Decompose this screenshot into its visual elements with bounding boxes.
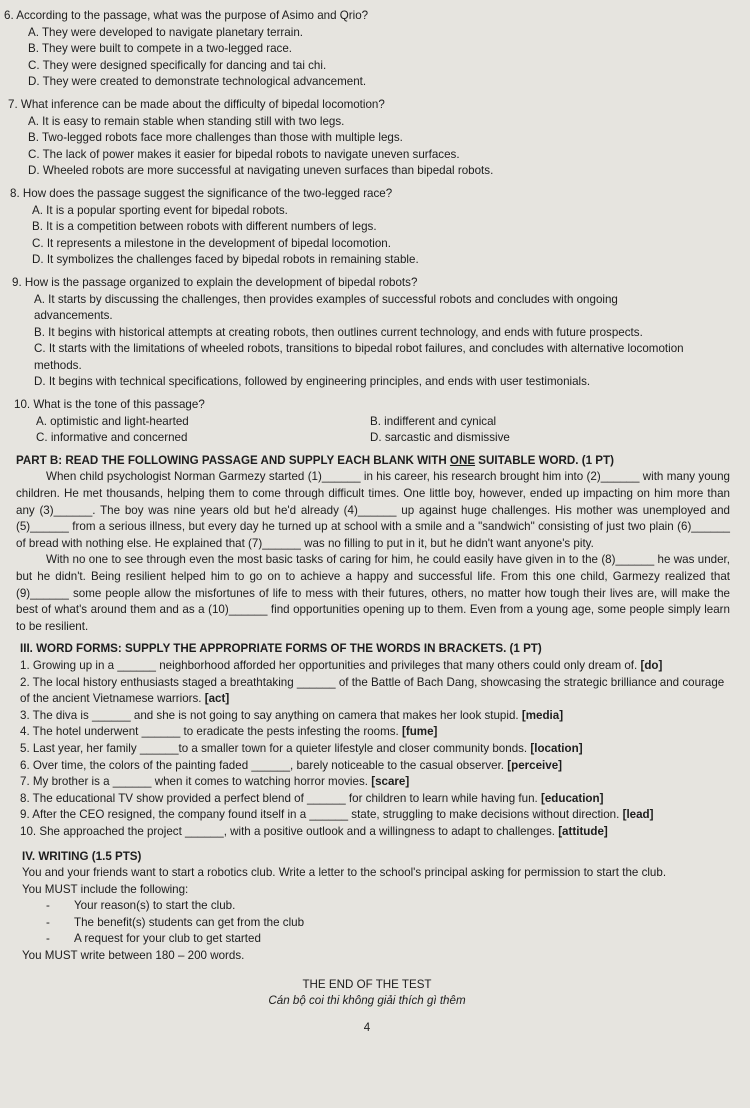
question-9 bbox=[4, 275, 730, 391]
question-8 bbox=[4, 186, 730, 269]
option-b: B. They were built to compete in a two-legged race. bbox=[28, 42, 293, 56]
writing-requirements: You MUST include the following: bbox=[22, 882, 189, 896]
question-stem: 8. How does the passage suggest the significance of the two-legged race? bbox=[10, 186, 393, 200]
word-form-item: 2. The local history enthusiasts staged a breathtaking ______ of the Battle of Bach Dang, showcasing the strategic brilliance and courage of the ancient Vietnamese warriors. [act] bbox=[20, 675, 725, 706]
word-form-item: 4. The hotel underwent ______ to eradicate the pests infesting the rooms. [fume] bbox=[20, 725, 438, 739]
question-stem: 10. What is the tone of this passage? bbox=[14, 398, 205, 412]
option-d: D. sarcastic and dismissive bbox=[370, 431, 510, 445]
word-form-hint: [education] bbox=[540, 791, 604, 805]
word-form-item: 8. The educational TV show provided a perfect blend of ______ for children to learn while having fun. [education] bbox=[20, 791, 604, 805]
option-a: A. It is a popular sporting event for bipedal robots. bbox=[32, 203, 288, 217]
option-c: C. The lack of power makes it easier for bipedal robots to navigate uneven surfaces. bbox=[28, 147, 460, 161]
word-form-item: 9. After the CEO resigned, the company found itself in a ______ state, struggling to make decisions without direction. [lead] bbox=[20, 808, 654, 822]
writing-bullet: - The benefit(s) students can get from the club bbox=[46, 915, 305, 929]
option-a: A. It is easy to remain stable when standing still with two legs. bbox=[28, 114, 345, 128]
question-stem: 7. What inference can be made about the difficulty of bipedal locomotion? bbox=[8, 97, 385, 111]
word-form-hint: [location] bbox=[530, 741, 583, 755]
word-form-hint: [lead] bbox=[622, 808, 654, 822]
word-forms-section bbox=[4, 641, 730, 658]
word-form-hint: [act] bbox=[204, 692, 230, 706]
option-a: A. They were developed to navigate planetary terrain. bbox=[28, 25, 303, 39]
question-10 bbox=[4, 397, 730, 447]
option-d: D. It begins with technical specifications, followed by engineering principles, and ends with user testimonials. bbox=[34, 375, 591, 389]
part-b-heading-pre: PART B: READ THE FOLLOWING PASSAGE AND SUPPLY EACH BLANK WITH bbox=[16, 453, 450, 467]
word-form-hint: [attitude] bbox=[558, 824, 608, 838]
question-stem: 6. According to the passage, what was the purpose of Asimo and Qrio? bbox=[4, 9, 369, 22]
option-a: A. optimistic and light-hearted bbox=[36, 414, 189, 428]
paragraph-text: When child psychologist Norman Garmezy started (1)______ in his career, his research brought him into (2)______ with many young children. He met thousands, helping them to come through difficult times. One little boy, however, ended up impacting on him more than any (3)______. The boy was nine years old but he'd already (4)______ up against huge challenges. His mother was unemployed and (5)______ from a serious illness, but every day he turned up at school with a smile and a "sandwich" consisting of just two plain (6)______ of bread with nothing else. He explained that (7)______ was no filling to put in it, but he didn't want anyone's pity. bbox=[16, 470, 730, 550]
word-form-item: 3. The diva is ______ and she is not going to say anything on camera that makes her look stupid. [media] bbox=[20, 708, 564, 722]
writing-bullet: - Your reason(s) to start the club. bbox=[46, 899, 236, 913]
word-count-requirement: You MUST write between 180 – 200 words. bbox=[22, 949, 245, 963]
word-forms-heading: III. WORD FORMS: SUPPLY THE APPROPRIATE FORMS OF THE WORDS IN BRACKETS. (1 PT) bbox=[20, 642, 542, 656]
part-b-heading-one: ONE bbox=[449, 453, 476, 467]
writing-section bbox=[4, 849, 730, 965]
option-b: B. It is a competition between robots with different numbers of legs. bbox=[32, 220, 377, 234]
writing-heading: IV. WRITING (1.5 PTS) bbox=[22, 849, 142, 863]
option-c: C. They were designed specifically for dancing and tai chi. bbox=[28, 58, 327, 72]
option-b: B. It begins with historical attempts at creating robots, then outlines current technology, and ends with future prospects. bbox=[34, 325, 643, 339]
proctor-note: Cán bộ coi thi không giải thích gì thêm bbox=[268, 994, 466, 1008]
word-form-item: 1. Growing up in a ______ neighborhood afforded her opportunities and privileges that many others could only dream of. [do] bbox=[20, 658, 663, 672]
word-form-item: 6. Over time, the colors of the painting faded ______, barely noticeable to the casual observer. [perceive] bbox=[20, 758, 563, 772]
question-7 bbox=[4, 97, 730, 180]
option-c: C. It represents a milestone in the development of bipedal locomotion. bbox=[32, 236, 391, 250]
option-d: D. Wheeled robots are more successful at navigating uneven surfaces than bipedal robots. bbox=[28, 164, 494, 178]
part-b-paragraph-2 bbox=[4, 552, 730, 635]
writing-bullet: - A request for your club to get started bbox=[46, 932, 261, 946]
word-form-hint: [perceive] bbox=[507, 758, 563, 772]
word-form-hint: [do] bbox=[640, 658, 663, 672]
part-b bbox=[4, 453, 730, 636]
word-form-hint: [scare] bbox=[371, 775, 410, 789]
word-form-item: 5. Last year, her family ______to a smaller town for a quieter lifestyle and closer community bonds. [location] bbox=[20, 741, 583, 755]
writing-prompt: You and your friends want to start a robotics club. Write a letter to the school's principal asking for permission to start the club. bbox=[22, 866, 667, 880]
end-of-test: THE END OF THE TEST bbox=[302, 977, 432, 991]
word-form-hint: [media] bbox=[521, 708, 564, 722]
option-b: B. indifferent and cynical bbox=[370, 414, 497, 428]
word-forms-list bbox=[4, 658, 730, 841]
word-form-item: 7. My brother is a ______ when it comes to watching horror movies. [scare] bbox=[20, 775, 410, 789]
option-c: C. It starts with the limitations of wheeled robots, transitions to bipedal robot failures, and concludes with alternative locomotion methods. bbox=[34, 342, 684, 372]
question-stem: 9. How is the passage organized to explain the development of bipedal robots? bbox=[12, 275, 418, 289]
word-form-item: 10. She approached the project ______, with a positive outlook and a willingness to adapt to challenges. [attitude] bbox=[20, 824, 608, 838]
option-b: B. Two-legged robots face more challenges than those with multiple legs. bbox=[28, 131, 403, 145]
option-a: A. It starts by discussing the challenges, then provides examples of successful robots and concludes with ongoing advancements. bbox=[34, 292, 618, 323]
part-b-paragraph-1 bbox=[4, 469, 730, 552]
page-number: 4 bbox=[363, 1020, 371, 1034]
option-d: D. They were created to demonstrate technological advancement. bbox=[28, 75, 367, 89]
option-c: C. informative and concerned bbox=[36, 431, 188, 445]
part-b-heading bbox=[4, 453, 730, 470]
option-d: D. It symbolizes the challenges faced by bipedal robots in remaining stable. bbox=[32, 253, 419, 267]
part-b-heading-post: SUITABLE WORD. (1 PT) bbox=[475, 453, 614, 467]
question-6 bbox=[4, 8, 730, 91]
paragraph-text: With no one to see through even the most basic tasks of caring for him, he could easily have given in to the (8)______ he was under, but he didn't. Being resilient helped him to go on to achieve a happy and successful life. From this one child, Garmezy realized that (9)______ some people allow the misfortunes of life to mess with their futures, others, no matter how tough their lives are, will make the best of what's around them and as a (10)______ find opportunities opening up to them. Even from a young age, some people simply learn to be resilient. bbox=[16, 553, 730, 633]
word-form-hint: [fume] bbox=[401, 725, 438, 739]
